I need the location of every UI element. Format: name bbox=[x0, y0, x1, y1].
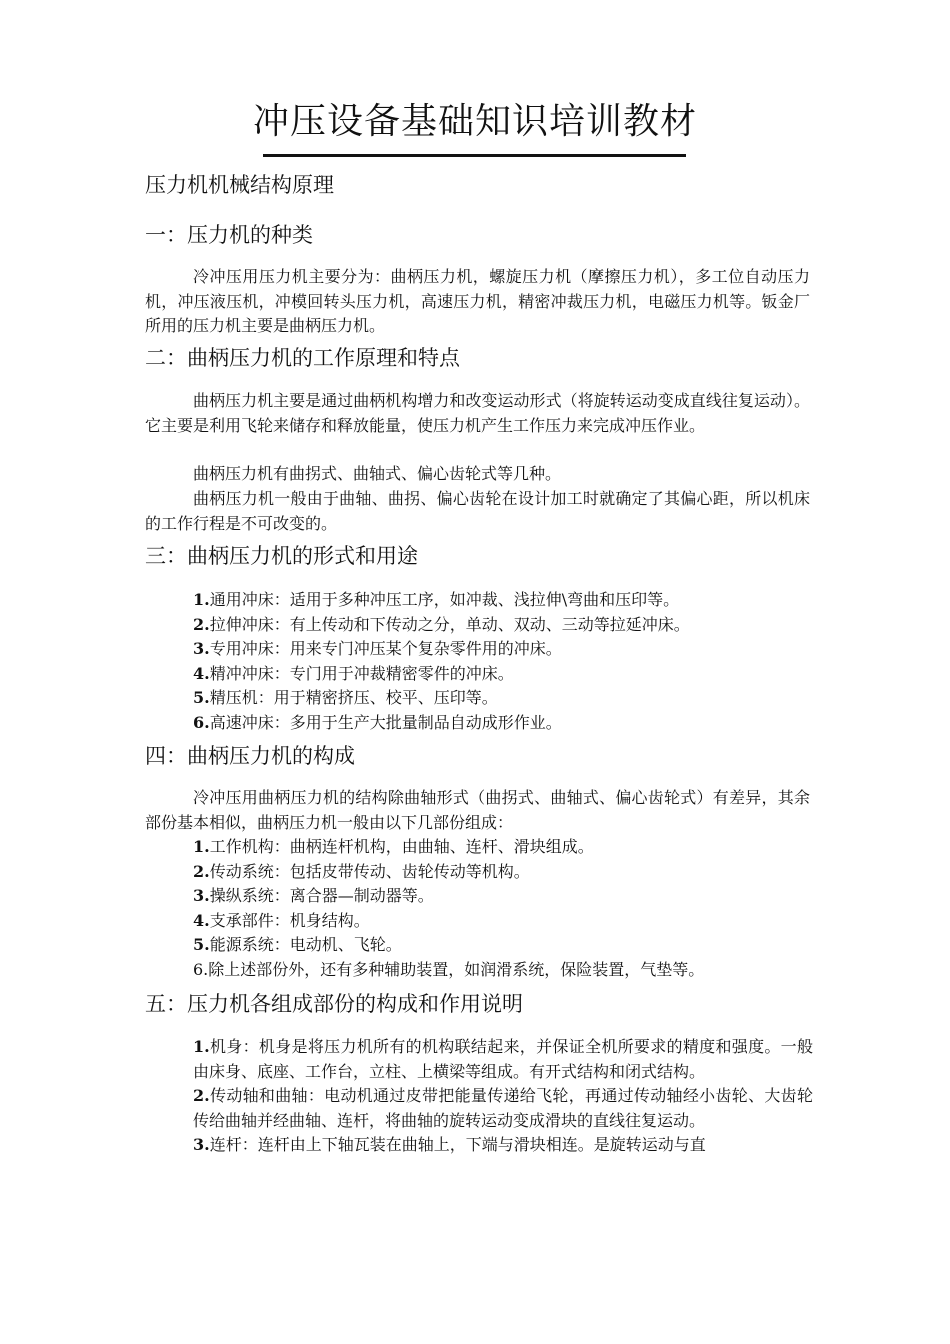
list-item: 2.传动轴和曲轴：电动机通过皮带把能量传递给飞轮，再通过传动轴经小齿轮、大齿轮传给曲轴并经曲轴、连杆，将曲轴的旋转运动变成滑块的直线往复运动。 bbox=[193, 1086, 813, 1130]
section-2-paragraph-1: 曲柄压力机主要是通过曲柄机构增力和改变运动形式（将旋转运动变成直线往复运动）。它主要是利用飞轮来储存和释放能量，使压力机产生工作压力来完成冲压作业。 bbox=[145, 391, 810, 435]
section-5-heading: 五：压力机各组成部份的构成和作用说明 bbox=[145, 992, 523, 1016]
document-title: 冲压设备基础知识培训教材 bbox=[252, 101, 697, 142]
list-item: 6.除上述部份外，还有多种辅助装置，如润滑系统，保险装置，气垫等。 bbox=[193, 959, 705, 979]
section-2-heading: 二：曲柄压力机的工作原理和特点 bbox=[145, 346, 460, 370]
document-subtitle: 压力机机械结构原理 bbox=[145, 173, 334, 197]
list-item: 3.连杆：连杆由上下轴瓦装在曲轴上，下端与滑块相连。是旋转运动与直 bbox=[193, 1135, 706, 1154]
list-item: 4.精冲冲床：专门用于冲裁精密零件的冲床。 bbox=[193, 663, 514, 683]
section-1-paragraph: 冷冲压用压力机主要分为：曲柄压力机，螺旋压力机（摩擦压力机），多工位自动压力机，冲压液压机，冲模回转头压力机，高速压力机，精密冲裁压力机，电磁压力机等。钣金厂所用的压力机主要是曲柄压力机。 bbox=[145, 267, 810, 335]
section-3-heading: 三：曲柄压力机的形式和用途 bbox=[145, 544, 418, 568]
list-item: 2.传动系统：包括皮带传动、齿轮传动等机构。 bbox=[193, 861, 530, 881]
section-4-list bbox=[193, 835, 813, 982]
list-item: 1.工作机构：曲柄连杆机构，由曲轴、连杆、滑块组成。 bbox=[193, 837, 594, 856]
list-item: 1.机身：机身是将压力机所有的机构联结起来，并保证全机所要求的精度和强度。一般由床身、底座、工作台，立柱、上横梁等组成。有开式结构和闭式结构。 bbox=[193, 1037, 813, 1081]
section-5-list bbox=[193, 1035, 813, 1158]
section-2-paragraph-2: 曲柄压力机有曲拐式、曲轴式、偏心齿轮式等几种。 bbox=[193, 464, 562, 483]
list-item: 5.能源系统：电动机、飞轮。 bbox=[193, 935, 402, 954]
title-underline bbox=[263, 154, 686, 157]
list-item: 6.高速冲床：多用于生产大批量制品自动成形作业。 bbox=[193, 712, 562, 732]
list-item: 4.支承部件：机身结构。 bbox=[193, 910, 370, 930]
list-item: 2.拉伸冲床：有上传动和下传动之分，单动、双动、三动等拉延冲床。 bbox=[193, 614, 690, 634]
list-item: 3.操纵系统：离合器—制动器等。 bbox=[193, 886, 434, 905]
list-item: 3.专用冲床：用来专门冲压某个复杂零件用的冲床。 bbox=[193, 639, 562, 658]
section-4-heading: 四：曲柄压力机的构成 bbox=[145, 744, 355, 768]
section-1-heading: 一：压力机的种类 bbox=[145, 223, 313, 247]
section-4-paragraph: 冷冲压用曲柄压力机的结构除曲轴形式（曲拐式、曲轴式、偏心齿轮式）有差异，其余部份基本相似，曲柄压力机一般由以下几部份组成： bbox=[145, 788, 810, 832]
list-item: 1.通用冲床：适用于多种冲压工序，如冲裁、浅拉伸\弯曲和压印等。 bbox=[193, 590, 680, 609]
section-3-list bbox=[193, 588, 813, 735]
section-2-paragraph-3: 曲柄压力机一般由于曲轴、曲拐、偏心齿轮在设计加工时就确定了其偏心距，所以机床的工作行程是不可改变的。 bbox=[145, 489, 810, 533]
list-item: 5.精压机：用于精密挤压、校平、压印等。 bbox=[193, 688, 498, 707]
